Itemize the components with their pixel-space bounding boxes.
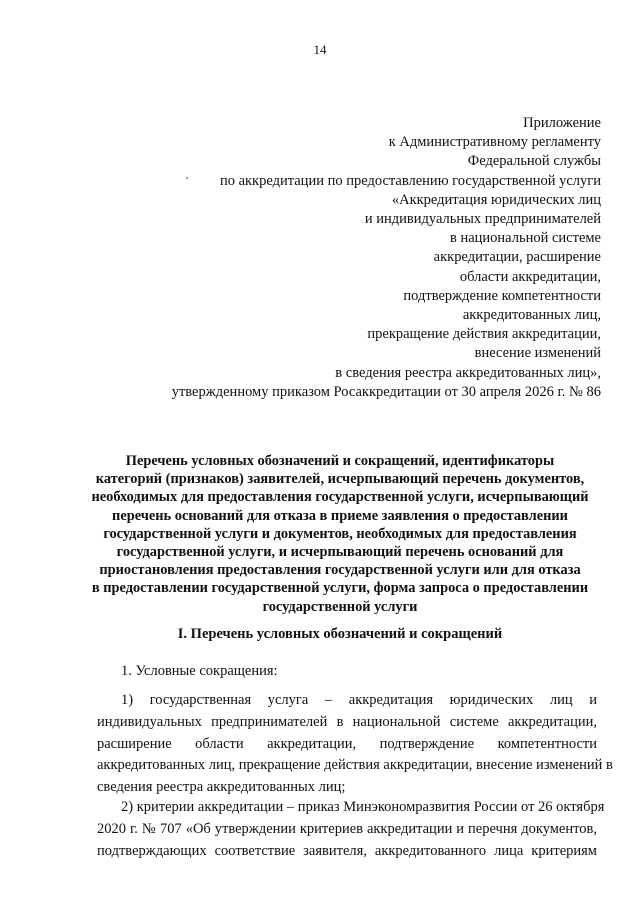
title-line: Перечень условных обозначений и сокращений, идентификаторы — [125, 453, 555, 469]
title-line: в предоставлении государственной услуги, форма запроса о предоставлении — [91, 580, 589, 597]
appendix-line: аккредитации, расширение — [433, 249, 601, 266]
appendix-line: Федеральной службы — [467, 153, 601, 170]
paragraph-line: 2) критерии аккредитации – приказ Минэкономразвития России от 26 октября — [121, 799, 605, 815]
item-1 — [121, 661, 621, 683]
title-line: государственной услуги, и исчерпывающий перечень оснований для — [116, 544, 564, 561]
item-1-text: 1. Условные сокращения: — [121, 663, 278, 679]
appendix-line: аккредитованных лиц, — [462, 307, 601, 324]
appendix-line: к Административному регламенту — [388, 134, 601, 151]
paragraph-line: индивидуальных предпринимателей в национальной системе аккредитации, — [97, 713, 597, 730]
appendix-line: и индивидуальных предпринимателей — [364, 211, 601, 228]
title-line: государственной услуги — [262, 598, 418, 615]
paragraph-line: 1) государственная услуга – аккредитация юридических лиц и — [121, 692, 597, 708]
appendix-line: Приложение — [523, 115, 601, 131]
page-number: 14 — [313, 42, 327, 57]
paragraph-line: аккредитованных лиц, прекращение действия аккредитации, внесение изменений в — [97, 757, 613, 774]
paragraph-2 — [97, 797, 605, 862]
title-line: приостановления предоставления государственной услуги или для отказа — [99, 562, 581, 579]
paragraph-line: расширение области аккредитации, подтверждение компетентности — [97, 735, 597, 752]
appendix-line: в сведения реестра аккредитованных лиц», — [335, 364, 601, 381]
appendix-line: прекращение действия аккредитации, — [367, 326, 601, 343]
appendix-line: «Аккредитация юридических лиц — [391, 191, 601, 208]
paragraph-line: 2020 г. № 707 «Об утверждении критериев аккредитации и перечня документов, — [97, 820, 597, 837]
title-line: категорий (признаков) заявителей, исчерпывающий перечень документов, — [95, 471, 585, 488]
section-heading: I. Перечень условных обозначений и сокращений — [177, 626, 503, 642]
paragraph-line: подтверждающих соответствие заявителя, аккредитованного лица критериям — [97, 842, 597, 859]
body-text — [97, 0, 613, 906]
paragraph-1 — [97, 690, 613, 799]
appendix-line: внесение изменений — [474, 345, 601, 362]
appendix-line: области аккредитации, — [459, 268, 601, 285]
title-line: государственной услуги и документов, необходимых для предоставления — [103, 525, 577, 542]
title-line: необходимых для предоставления государственной услуги, исчерпывающий — [91, 489, 589, 506]
title-line: перечень оснований для отказа в приеме заявления о предоставлении — [112, 507, 568, 524]
appendix-line: по аккредитации по предоставлению государственной услуги — [219, 172, 601, 189]
appendix-line: подтверждение компетентности — [403, 287, 601, 304]
appendix-approval-line: утвержденному приказом Росаккредитации от 30 апреля 2026 г. № 86 — [171, 383, 601, 400]
appendix-line: в национальной системе — [449, 230, 601, 247]
paragraph-line: сведения реестра аккредитованных лиц; — [97, 779, 346, 796]
